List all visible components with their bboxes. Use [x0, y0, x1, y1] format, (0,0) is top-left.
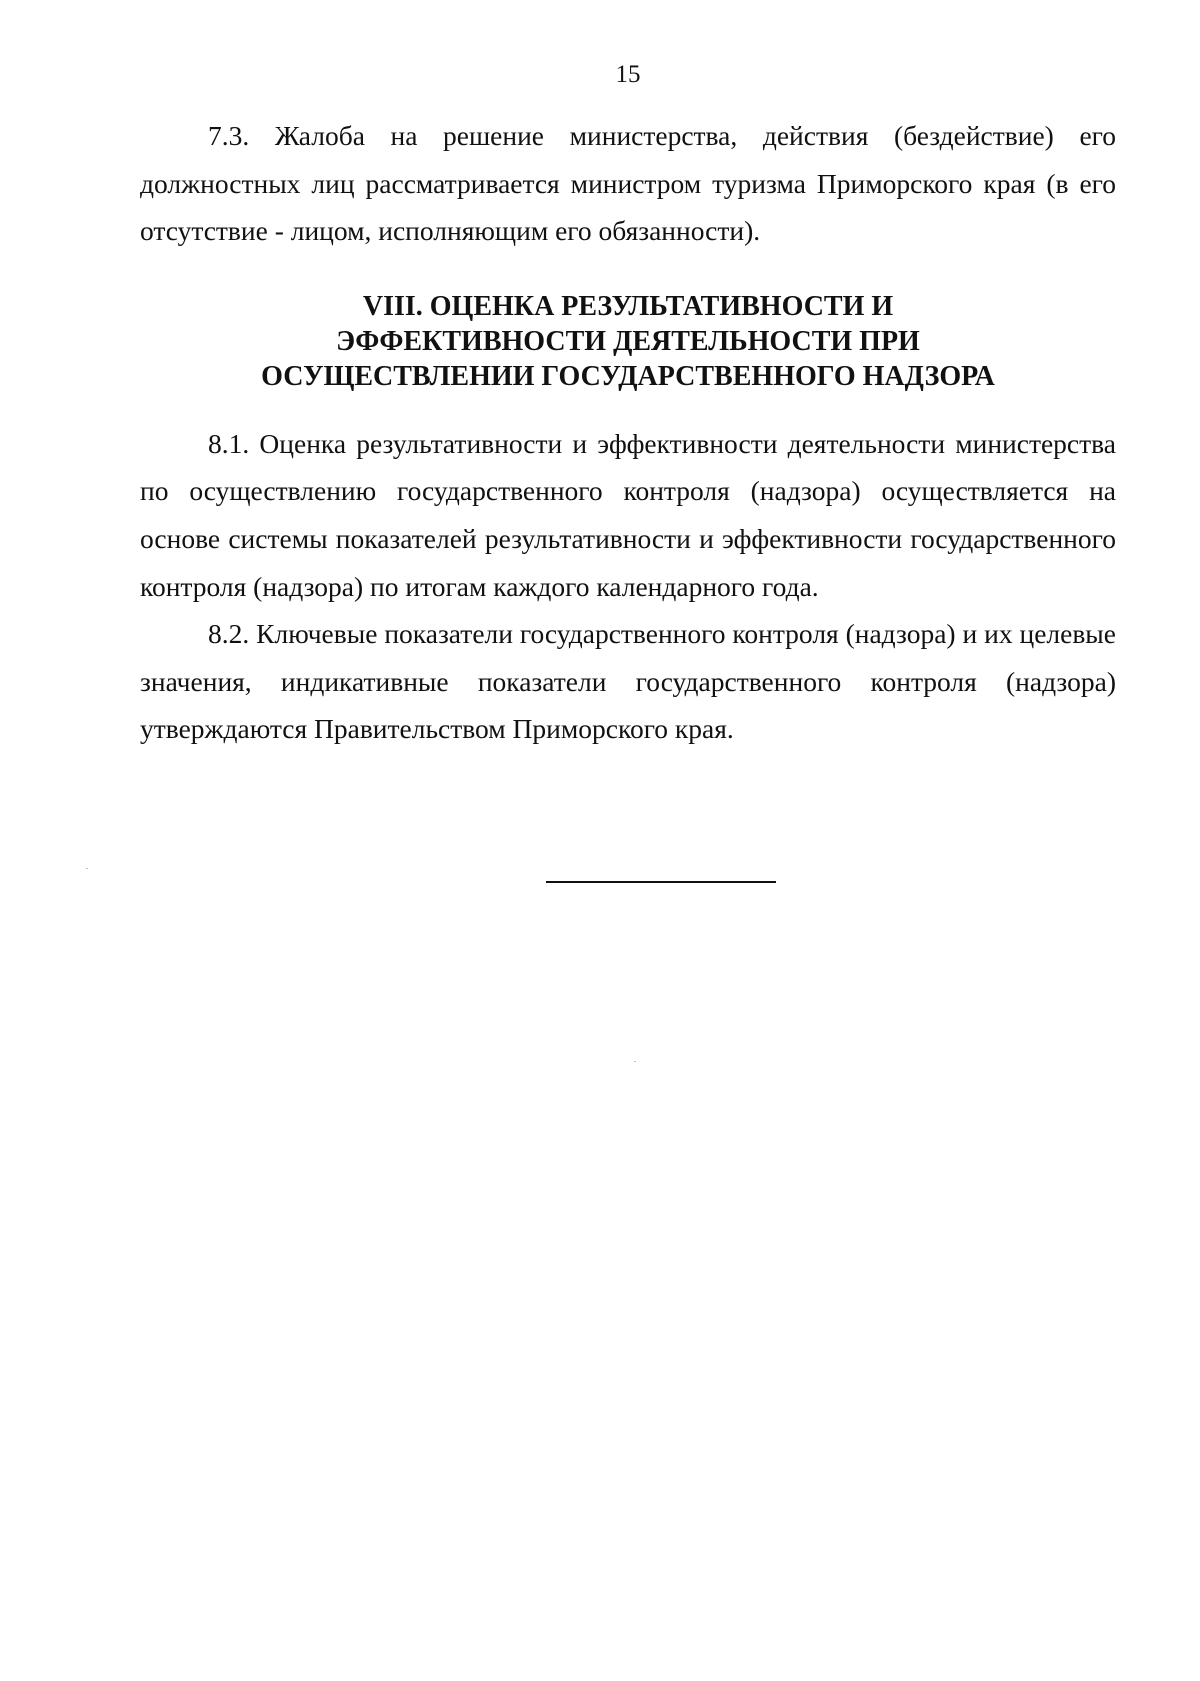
section-heading-line-1: VIII. ОЦЕНКА РЕЗУЛЬТАТИВНОСТИ И — [362, 290, 894, 322]
page-number: 15 — [615, 61, 641, 88]
scan-speck — [634, 1061, 636, 1062]
scan-speck — [86, 868, 88, 869]
document-body — [140, 112, 1116, 753]
section-heading — [140, 289, 1116, 394]
paragraph-8-1: 8.1. Оценка результативности и эффективности деятельности министерства по осуществлению государственного контроля (надзора) осуществляется на основе системы показателей результативности и эффективности государственного контроля (надзора) по итогам каждого календарного года. — [140, 427, 1116, 602]
paragraph-8-2: 8.2. Ключевые показатели государственного контроля (надзора) и их целевые значения, индикативные показатели государственного контроля (надзора) утверждаются Правительством Приморского края. — [140, 618, 1116, 745]
paragraph-7-3: 7.3. Жалоба на решение министерства, действия (бездействие) его должностных лиц рассматривается министром туризма Приморского края (в его отсутствие - лицом, исполняющим его обязанности). — [140, 120, 1116, 247]
end-of-document-rule — [546, 881, 776, 883]
section-heading-line-2: ЭФФЕКТИВНОСТИ ДЕЯТЕЛЬНОСТИ ПРИ — [336, 325, 920, 357]
section-heading-line-3: ОСУЩЕСТВЛЕНИИ ГОСУДАРСТВЕННОГО НАДЗОРА — [261, 360, 995, 392]
